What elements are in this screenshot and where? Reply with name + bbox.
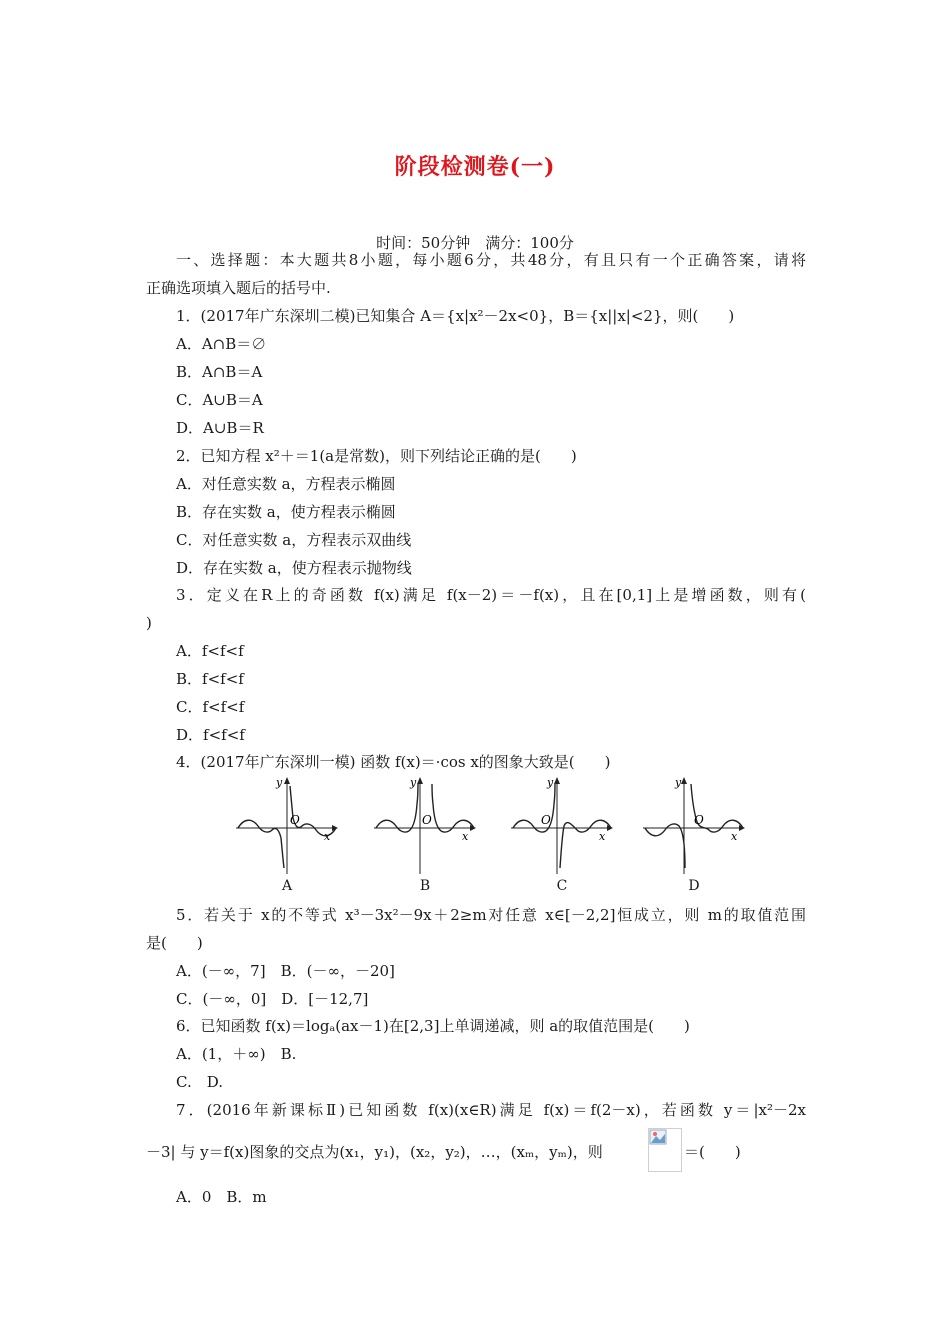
question-3-option-a: A．f<f<f bbox=[176, 642, 244, 660]
question-3-option-d: D．f<f<f bbox=[176, 726, 245, 744]
question-2-option-b: B．存在实数 a，使方程表示椭圆 bbox=[176, 503, 396, 521]
page-title: 阶段检测卷(一) bbox=[394, 154, 556, 180]
question-6-options-row-2: C. D. bbox=[176, 1073, 223, 1091]
question-7-options-row-1: A．0 B．m bbox=[176, 1188, 267, 1206]
graph-b-label: B bbox=[419, 878, 431, 894]
graph-c-y-label: y bbox=[547, 776, 554, 789]
question-2-option-d: D．存在实数 a，使方程表示抛物线 bbox=[176, 559, 412, 577]
question-2-option-a: A．对任意实数 a，方程表示椭圆 bbox=[176, 475, 396, 493]
graph-d-plot bbox=[639, 774, 749, 878]
question-3-option-c: C．f<f<f bbox=[176, 698, 245, 716]
graph-option-b bbox=[370, 774, 480, 894]
graph-c-x-label: x bbox=[599, 830, 606, 843]
question-4-stem: 4．(2017年广东深圳一模) 函数 f(x)＝·cos x的图象大致是( ) bbox=[176, 753, 611, 771]
graph-option-c bbox=[507, 774, 617, 894]
graph-a-origin-label: O bbox=[290, 813, 300, 827]
question-4-graph-options bbox=[232, 774, 752, 894]
section-intro-line-2: 正确选项填入题后的括号中. bbox=[146, 279, 331, 297]
question-1-option-a: A．A∩B＝∅ bbox=[176, 335, 267, 353]
question-5-stem: 5．若关于 x的不等式 x³－3x²－9x＋2≥m对任意 x∈[－2,2]恒成立，则 m的取值范围 bbox=[176, 906, 806, 924]
question-7-stem-cont: －3| 与 y＝f(x)图象的交点为(x₁，y₁)，(x₂，y₂)，…，(xₘ，yₘ)，则 bbox=[146, 1143, 603, 1161]
question-2-stem: 2．已知方程 x²＋＝1(a是常数)，则下列结论正确的是( ) bbox=[176, 447, 577, 465]
graph-d-y-label: y bbox=[675, 776, 682, 789]
question-1-option-c: C．A∪B＝A bbox=[176, 391, 263, 409]
question-5-options-row-2: C．(－∞，0] D．[－12,7] bbox=[176, 990, 369, 1008]
question-6-options-row-1: A．(1，＋∞) B. bbox=[176, 1045, 297, 1063]
graph-option-d bbox=[639, 774, 749, 894]
exam-time-score: 时间：50分钟 满分：100分 bbox=[376, 234, 574, 252]
graph-d-label: D bbox=[688, 878, 700, 894]
graph-d-x-label: x bbox=[731, 830, 738, 843]
question-3-stem: 3．定义在R上的奇函数 f(x)满足 f(x－2)＝－f(x)，且在[0,1]上是增函数，则有( bbox=[176, 586, 806, 604]
graph-b-y-label: y bbox=[410, 776, 417, 789]
question-7-stem: 7．(2016年新课标Ⅱ)已知函数 f(x)(x∈R)满足 f(x)＝f(2－x)，若函数 y＝|x²－2x bbox=[176, 1101, 806, 1119]
question-7-answer-paren: ＝( ) bbox=[684, 1143, 741, 1161]
graph-c-origin-label: O bbox=[541, 813, 551, 827]
graph-a-x-label: x bbox=[324, 830, 331, 843]
graph-d-origin-label: O bbox=[694, 813, 704, 827]
question-5-options-row-1: A．(－∞，7] B．(－∞，－20] bbox=[176, 962, 395, 980]
graph-b-origin-label: O bbox=[422, 813, 432, 827]
question-3-option-b: B．f<f<f bbox=[176, 670, 244, 688]
graph-a-label: A bbox=[281, 878, 293, 894]
question-2-option-c: C．对任意实数 a，方程表示双曲线 bbox=[176, 531, 412, 549]
question-6-stem: 6．已知函数 f(x)＝logₐ(ax－1)在[2,3]上单调递减，则 a的取值范围是( ) bbox=[176, 1017, 690, 1035]
broken-image-placeholder bbox=[648, 1128, 682, 1172]
graph-a-y-label: y bbox=[276, 776, 283, 789]
graph-b-x-label: x bbox=[462, 830, 469, 843]
question-1-option-b: B．A∩B＝A bbox=[176, 363, 263, 381]
graph-option-a bbox=[232, 774, 342, 894]
question-5-stem-cont: 是( ) bbox=[146, 934, 203, 952]
graph-b-plot bbox=[370, 774, 480, 878]
question-1-stem: 1．(2017年广东深圳二模)已知集合 A＝{x|x²－2x<0}，B＝{x||x|<2}，则( ) bbox=[176, 307, 735, 325]
broken-image-icon bbox=[649, 1129, 681, 1171]
question-3-stem-cont: ) bbox=[146, 614, 152, 632]
question-1-option-d: D．A∪B＝R bbox=[176, 419, 264, 437]
section-intro-line-1: 一、选择题：本大题共8小题，每小题6分，共48分，有且只有一个正确答案，请将 bbox=[176, 251, 806, 269]
graph-c-label: C bbox=[556, 878, 568, 894]
graph-a-plot bbox=[232, 774, 342, 878]
graph-c-plot bbox=[507, 774, 617, 878]
